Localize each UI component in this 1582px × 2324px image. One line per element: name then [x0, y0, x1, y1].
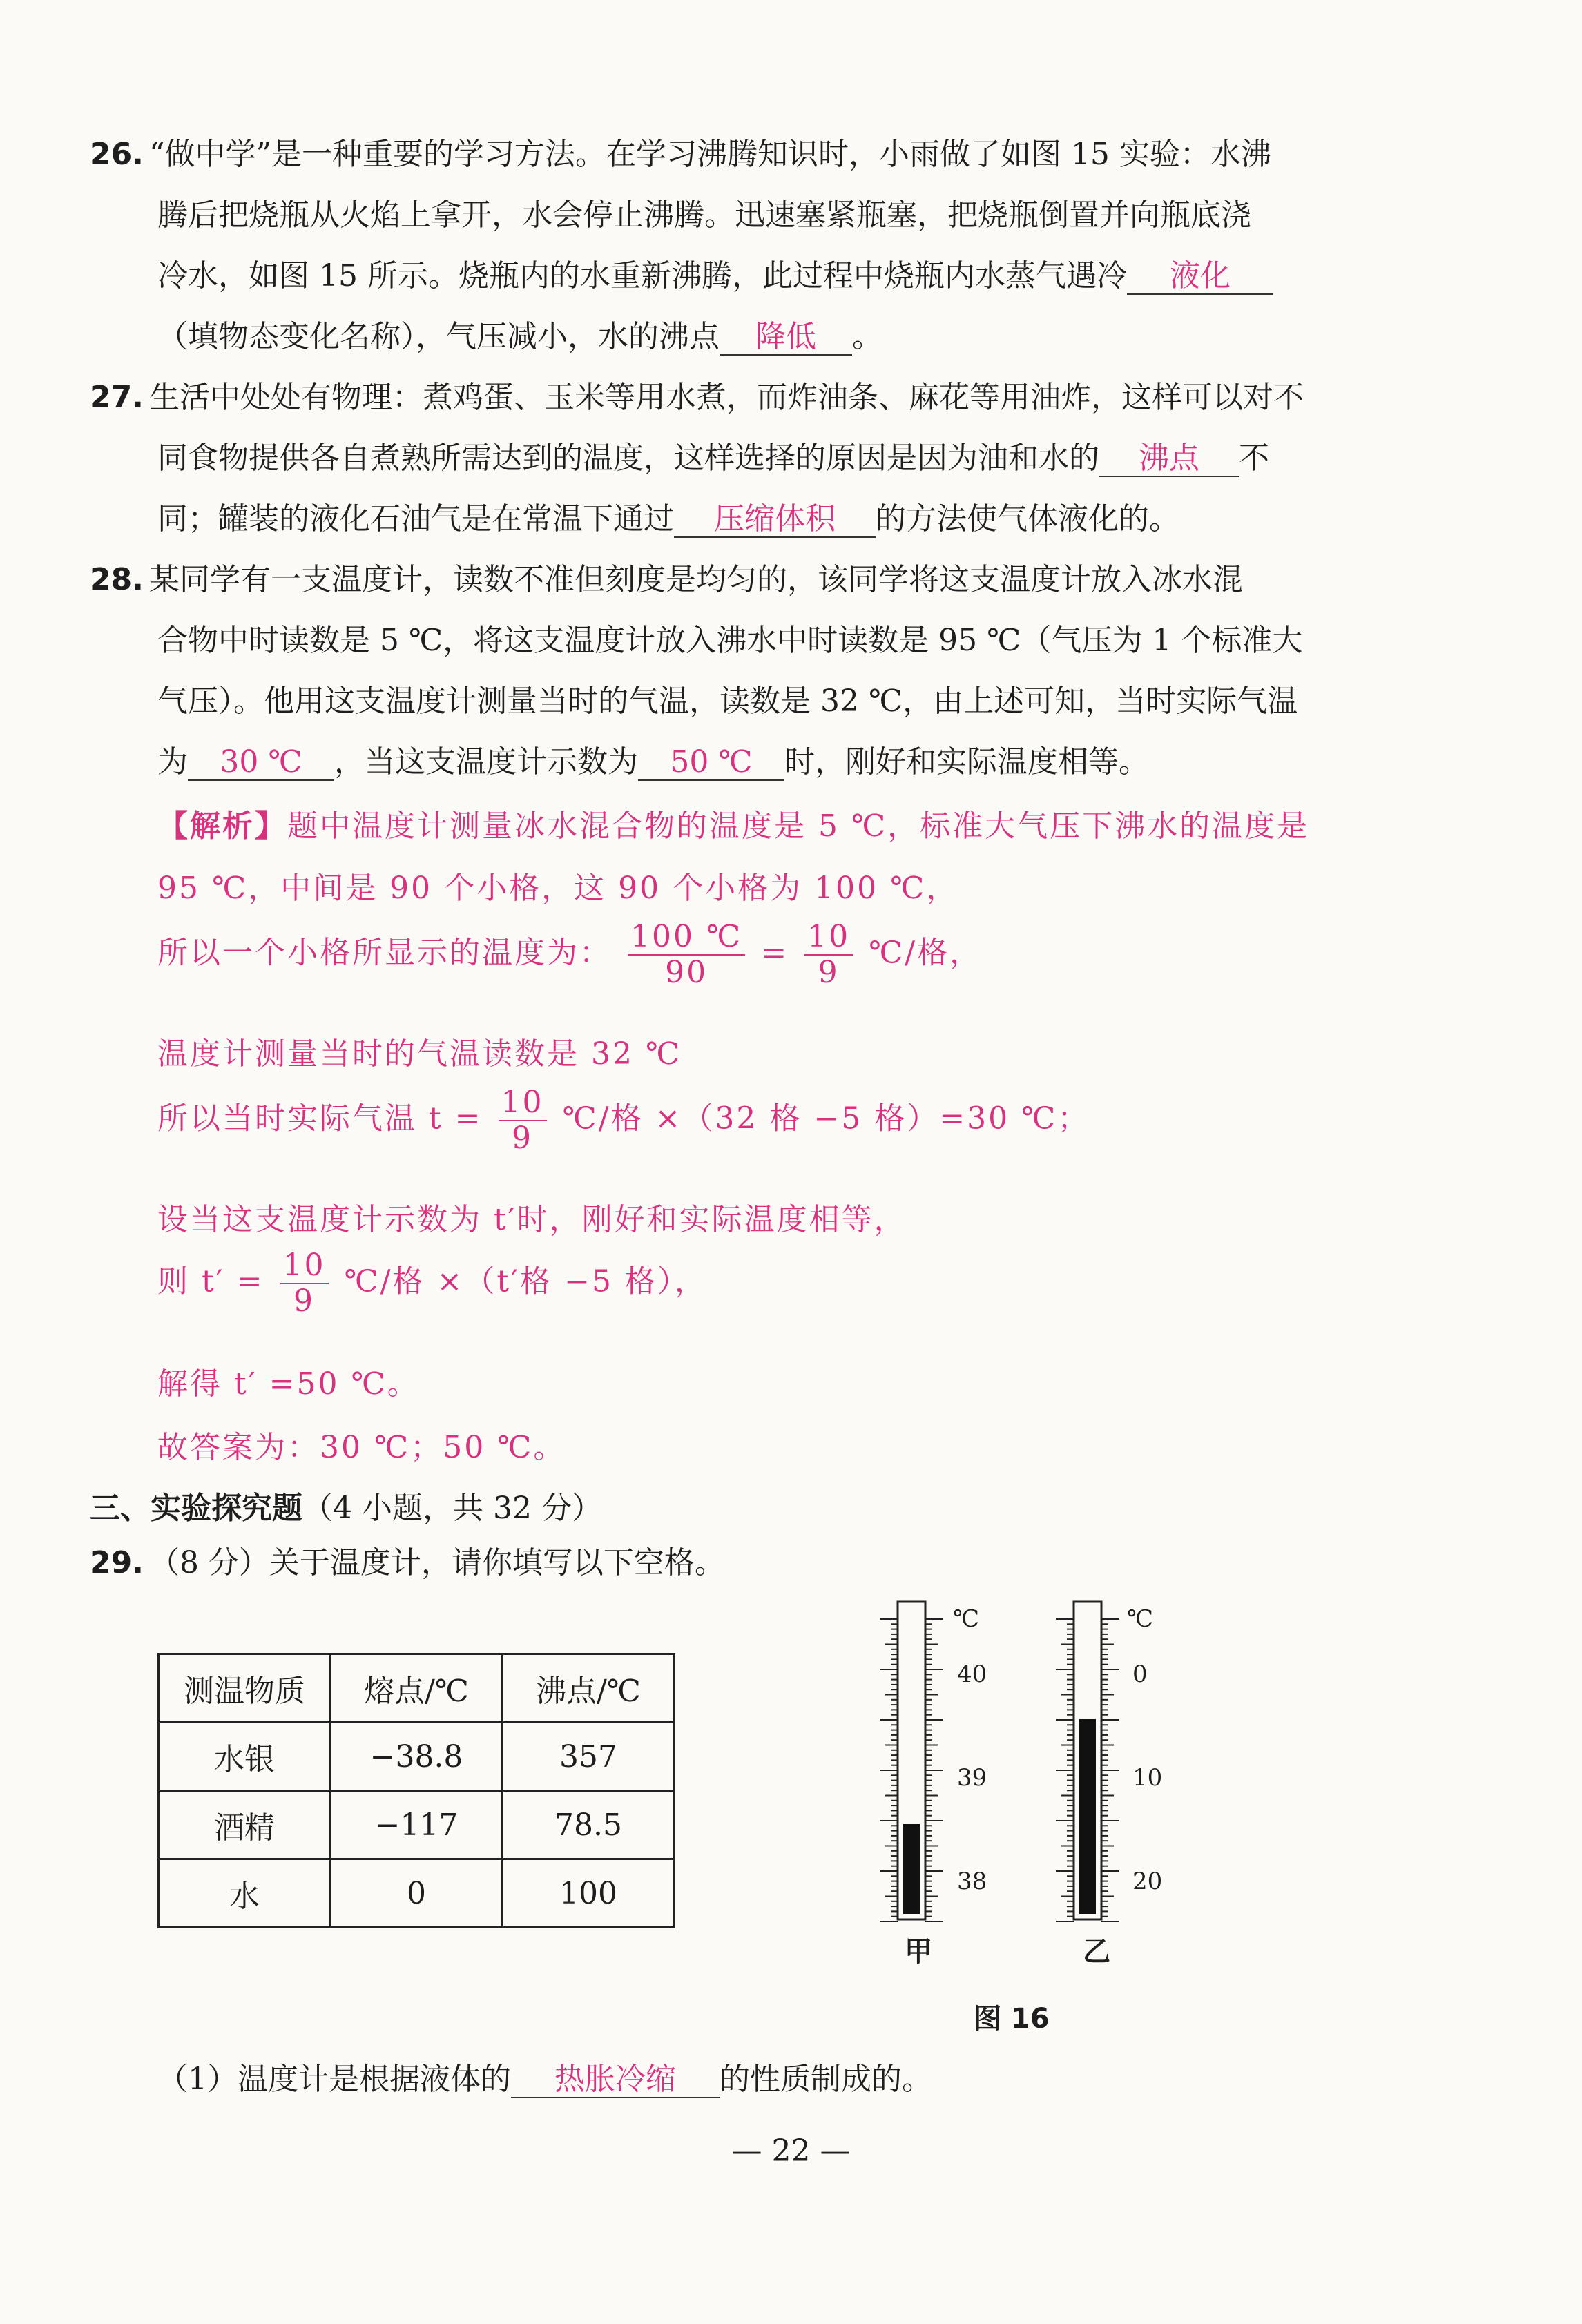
table-cell: 水银	[159, 1723, 331, 1791]
table-header: 沸点/℃	[503, 1654, 675, 1723]
question-text: “做中学”是一种重要的学习方法。在学习沸腾知识时，小雨做了如图 15 实验：水沸	[148, 137, 1271, 172]
thermometer-name: 甲	[905, 1935, 932, 1968]
sub-question-1: （1）温度计是根据液体的 热胀冷缩 的性质制成的。	[157, 2062, 932, 2097]
thermometer-name: 乙	[1083, 1935, 1110, 1968]
analysis-line: 解得 t′ =50 ℃。	[157, 1366, 420, 1402]
table-cell: 水	[159, 1859, 331, 1928]
question-28	[90, 550, 1402, 793]
analysis-line: 【解析】题中温度计测量冰水混合物的温度是 5 ℃，标准大气压下沸水的温度是	[157, 808, 1310, 844]
answer-blank: 液化	[1127, 259, 1273, 295]
question-text: （填物态变化名称），气压减小，水的沸点 降低 。	[157, 319, 882, 354]
question-text: 某同学有一支温度计，读数不准但刻度是均匀的，该同学将这支温度计放入冰水混	[148, 562, 1243, 597]
liquid-column	[1079, 1719, 1096, 1914]
tick-label: 40	[957, 1660, 987, 1688]
answer-blank: 沸点	[1099, 441, 1239, 477]
tick-label: 0	[1132, 1660, 1148, 1688]
answer-blank: 50 ℃	[638, 745, 784, 781]
question-26	[90, 124, 1402, 367]
table-cell: 酒精	[159, 1791, 331, 1859]
question-number: 26.	[90, 137, 144, 172]
thermometer-jia	[880, 1602, 943, 1921]
tick-label: 10	[1132, 1764, 1163, 1792]
question-text: 生活中处处有物理：煮鸡蛋、玉米等用水煮，而炸油条、麻花等用油炸，这样可以对不	[148, 380, 1304, 415]
analysis-line: 所以一个小格所显示的温度为： $\frac{100 ℃}{90}$ = $\frac{10}{9}$ ℃/格，	[157, 919, 983, 990]
question-text: 气压）。他用这支温度计测量当时的气温，读数是 32 ℃，由上述可知，当时实际气温	[157, 684, 1298, 719]
table-header: 测温物质	[159, 1654, 331, 1723]
question-text: 为 30 ℃ ，当这支温度计示数为 50 ℃ 时，刚好和实际温度相等。	[157, 744, 1149, 779]
question-text: （8 分）关于温度计，请你填写以下空格。	[148, 1545, 725, 1580]
answer-blank: 热胀冷缩	[511, 2062, 720, 2098]
table-row	[159, 1859, 675, 1928]
table-cell: −117	[331, 1791, 503, 1859]
analysis-tag: 【解析】	[157, 808, 287, 844]
analysis-line: 设当这支温度计示数为 t′时，刚好和实际温度相等，	[157, 1202, 907, 1237]
fraction: $\frac{10}{9}$	[280, 1248, 329, 1319]
question-27	[90, 367, 1402, 550]
tick-label: 39	[957, 1764, 987, 1792]
table-cell: −38.8	[331, 1723, 503, 1791]
table-row	[159, 1723, 675, 1791]
analysis-line: 95 ℃，中间是 90 个小格，这 90 个小格为 100 ℃，	[157, 871, 959, 906]
question-text: 冷水，如图 15 所示。烧瓶内的水重新沸腾，此过程中烧瓶内水蒸气遇冷 液化	[90, 246, 1402, 307]
answer-blank: 压缩体积	[674, 502, 876, 538]
tick-label: 20	[1132, 1868, 1163, 1895]
liquid-column	[903, 1824, 920, 1914]
question-number: 28.	[90, 562, 144, 597]
fraction: $\frac{10}{9}$	[804, 920, 853, 990]
question-29	[90, 1533, 1402, 1594]
thermometer-yi	[1056, 1602, 1119, 1921]
table-cell: 0	[331, 1859, 503, 1928]
table-cell: 357	[503, 1723, 675, 1791]
answer-blank: 30 ℃	[188, 745, 334, 781]
unit-label: ℃	[953, 1605, 980, 1633]
analysis-line: 温度计测量当时的气温读数是 32 ℃	[157, 1036, 682, 1072]
analysis-line: 所以当时实际气温 t = $\frac{10}{9}$ ℃/格 ×（32 格 −5 格）=30 ℃；	[157, 1085, 1090, 1156]
question-text: 同；罐装的液化石油气是在常温下通过 压缩体积 的方法使气体液化的。	[157, 501, 1179, 536]
answer-blank: 降低	[720, 320, 852, 356]
table-row	[159, 1791, 675, 1859]
section-heading: 三、实验探究题（4 小题，共 32 分）	[90, 1491, 602, 1526]
question-number: 29.	[90, 1545, 144, 1580]
fraction: $\frac{10}{9}$	[499, 1085, 547, 1156]
page-number: — 22 —	[731, 2133, 851, 2169]
figure-caption: 图 16	[974, 2003, 1050, 2035]
question-text: 同食物提供各自煮熟所需达到的温度，这样选择的原因是因为油和水的 沸点 不	[157, 440, 1269, 476]
table-cell: 100	[503, 1859, 675, 1928]
tick-label: 38	[957, 1868, 987, 1895]
table-header: 熔点/℃	[331, 1654, 503, 1723]
table-cell: 78.5	[503, 1791, 675, 1859]
unit-label: ℃	[1127, 1605, 1154, 1633]
question-number: 27.	[90, 380, 144, 415]
question-text: 腾后把烧瓶从火焰上拿开，水会停止沸腾。迅速塞紧瓶塞，把烧瓶倒置并向瓶底浇	[157, 197, 1251, 233]
analysis-line: 故答案为：30 ℃；50 ℃。	[157, 1430, 566, 1465]
fraction: $\frac{100 ℃}{90}$	[628, 920, 745, 990]
analysis-line: 则 t′ = $\frac{10}{9}$ ℃/格 ×（t′格 −5 格），	[157, 1248, 707, 1319]
table-header-row	[159, 1654, 675, 1723]
question-text: 合物中时读数是 5 ℃，将这支温度计放入沸水中时读数是 95 ℃（气压为 1 个标准大	[157, 623, 1303, 658]
melting-boiling-table	[157, 1653, 675, 1928]
